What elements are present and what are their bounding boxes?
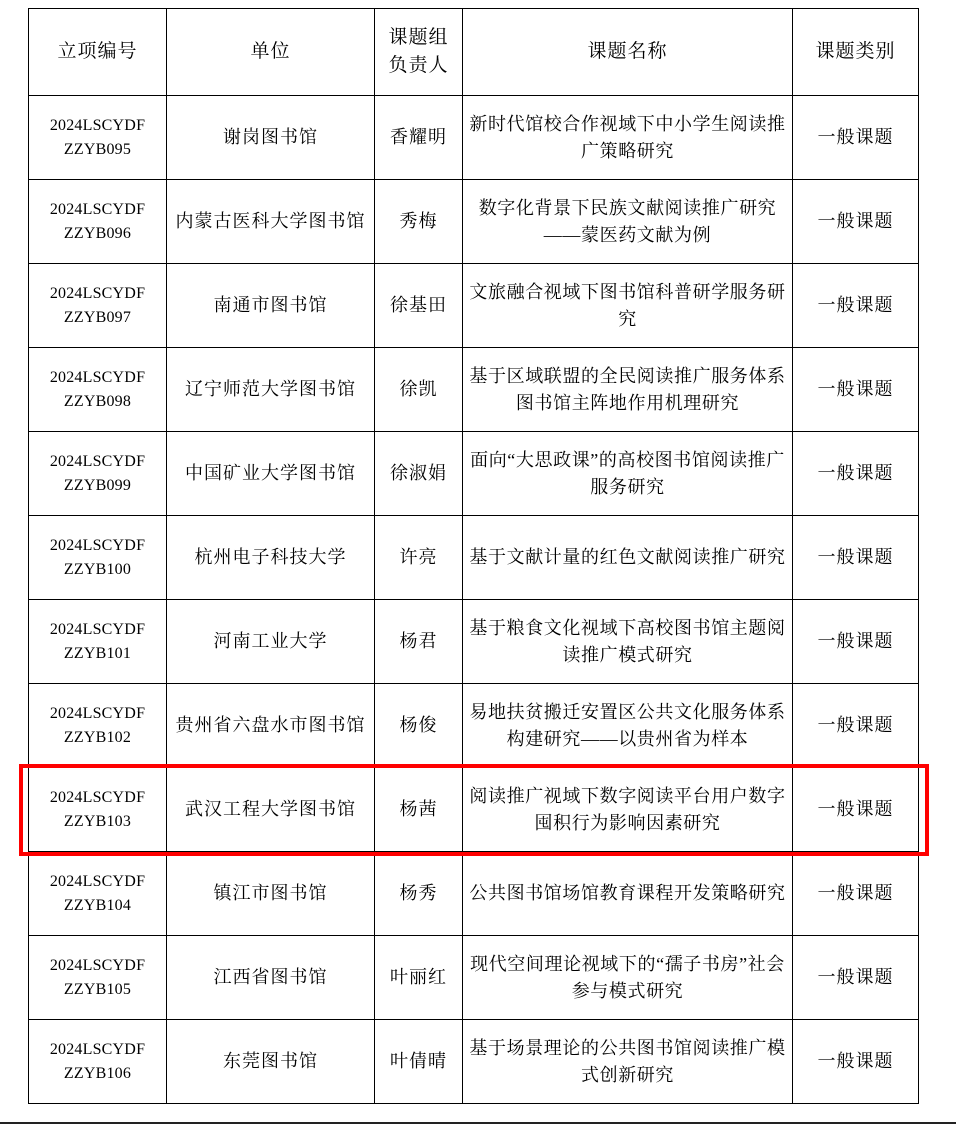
cell-category: 一般课题 [793, 600, 919, 684]
cell-code [29, 852, 167, 936]
cell-title: 公共图书馆场馆教育课程开发策略研究 [463, 852, 793, 936]
cell-title: 数字化背景下民族文献阅读推广研究——蒙医药文献为例 [463, 180, 793, 264]
cell-category: 一般课题 [793, 1020, 919, 1104]
code-line-2: ZZYB102 [63, 728, 132, 746]
project-list-table [28, 8, 919, 1104]
cell-leader: 杨俊 [375, 684, 463, 768]
cell-code [29, 768, 167, 852]
code-line-1: 2024LSCYDF [49, 957, 146, 975]
cell-leader: 秀梅 [375, 180, 463, 264]
code-line-1: 2024LSCYDF [49, 705, 146, 723]
cell-unit: 内蒙古医科大学图书馆 [167, 180, 375, 264]
code-line-2: ZZYB103 [63, 812, 132, 830]
cell-leader: 许亮 [375, 516, 463, 600]
code-line-1: 2024LSCYDF [49, 621, 146, 639]
cell-category: 一般课题 [793, 684, 919, 768]
cell-title: 新时代馆校合作视域下中小学生阅读推广策略研究 [463, 96, 793, 180]
cell-category: 一般课题 [793, 180, 919, 264]
column-header-code: 立项编号 [29, 9, 167, 96]
table-header [29, 9, 919, 96]
code-line-1: 2024LSCYDF [49, 453, 146, 471]
code-line-2: ZZYB104 [63, 896, 132, 914]
code-line-2: ZZYB106 [63, 1064, 132, 1082]
cell-code [29, 600, 167, 684]
cell-unit: 南通市图书馆 [167, 264, 375, 348]
cell-category: 一般课题 [793, 96, 919, 180]
code-line-1: 2024LSCYDF [49, 789, 146, 807]
code-line-1: 2024LSCYDF [49, 873, 146, 891]
cell-leader: 徐基田 [375, 264, 463, 348]
column-header-category: 课题类别 [793, 9, 919, 96]
cell-title: 面向“大思政课”的高校图书馆阅读推广服务研究 [463, 432, 793, 516]
cell-code [29, 348, 167, 432]
cell-code [29, 1020, 167, 1104]
cell-unit: 东莞图书馆 [167, 1020, 375, 1104]
cell-code [29, 264, 167, 348]
table-row [29, 516, 919, 600]
table-header-row [29, 9, 919, 96]
table-row [29, 432, 919, 516]
cell-unit: 辽宁师范大学图书馆 [167, 348, 375, 432]
cell-unit: 中国矿业大学图书馆 [167, 432, 375, 516]
table-body [29, 96, 919, 1104]
cell-unit: 杭州电子科技大学 [167, 516, 375, 600]
code-line-2: ZZYB098 [63, 392, 132, 410]
cell-leader: 叶倩晴 [375, 1020, 463, 1104]
cell-category: 一般课题 [793, 768, 919, 852]
table-row-highlighted [29, 768, 919, 852]
cell-code [29, 96, 167, 180]
code-line-2: ZZYB099 [63, 476, 132, 494]
cell-title: 基于粮食文化视域下高校图书馆主题阅读推广模式研究 [463, 600, 793, 684]
cell-title: 易地扶贫搬迁安置区公共文化服务体系构建研究——以贵州省为样本 [463, 684, 793, 768]
table-row [29, 1020, 919, 1104]
cell-leader: 徐淑娟 [375, 432, 463, 516]
table-row [29, 936, 919, 1020]
cell-title: 阅读推广视域下数字阅读平台用户数字囤积行为影响因素研究 [463, 768, 793, 852]
cell-leader: 徐凯 [375, 348, 463, 432]
table-row [29, 180, 919, 264]
cell-title: 基于场景理论的公共图书馆阅读推广模式创新研究 [463, 1020, 793, 1104]
cell-leader: 杨君 [375, 600, 463, 684]
cell-code [29, 936, 167, 1020]
code-line-1: 2024LSCYDF [49, 285, 146, 303]
cell-category: 一般课题 [793, 516, 919, 600]
cell-code [29, 516, 167, 600]
column-header-leader-line2: 负责人 [388, 55, 449, 76]
code-line-1: 2024LSCYDF [49, 201, 146, 219]
table-row [29, 684, 919, 768]
code-line-2: ZZYB101 [63, 644, 132, 662]
table-row [29, 852, 919, 936]
code-line-1: 2024LSCYDF [49, 1041, 146, 1059]
code-line-2: ZZYB095 [63, 140, 132, 158]
cell-leader: 叶丽红 [375, 936, 463, 1020]
cell-category: 一般课题 [793, 432, 919, 516]
cell-title: 文旅融合视域下图书馆科普研学服务研究 [463, 264, 793, 348]
code-line-2: ZZYB105 [63, 980, 132, 998]
cell-unit: 镇江市图书馆 [167, 852, 375, 936]
table-row [29, 96, 919, 180]
cell-leader: 香耀明 [375, 96, 463, 180]
code-line-2: ZZYB097 [63, 308, 132, 326]
column-header-leader-line1: 课题组 [388, 27, 449, 49]
cell-title: 基于文献计量的红色文献阅读推广研究 [463, 516, 793, 600]
column-header-title: 课题名称 [463, 9, 793, 96]
cell-category: 一般课题 [793, 852, 919, 936]
cell-category: 一般课题 [793, 264, 919, 348]
cell-code [29, 684, 167, 768]
code-line-1: 2024LSCYDF [49, 117, 146, 135]
cell-unit: 河南工业大学 [167, 600, 375, 684]
cell-unit: 武汉工程大学图书馆 [167, 768, 375, 852]
cell-code [29, 180, 167, 264]
column-header-unit: 单位 [167, 9, 375, 96]
cell-category: 一般课题 [793, 348, 919, 432]
cell-category: 一般课题 [793, 936, 919, 1020]
cell-leader: 杨茜 [375, 768, 463, 852]
cell-unit: 谢岗图书馆 [167, 96, 375, 180]
cell-code [29, 432, 167, 516]
code-line-1: 2024LSCYDF [49, 369, 146, 387]
document-page [0, 8, 956, 1132]
cell-leader: 杨秀 [375, 852, 463, 936]
cell-unit: 贵州省六盘水市图书馆 [167, 684, 375, 768]
cell-title: 现代空间理论视域下的“孺子书房”社会参与模式研究 [463, 936, 793, 1020]
code-line-2: ZZYB100 [63, 560, 132, 578]
column-header-leader [375, 9, 463, 96]
table-row [29, 348, 919, 432]
code-line-1: 2024LSCYDF [49, 537, 146, 555]
code-line-2: ZZYB096 [63, 224, 132, 242]
table-row [29, 600, 919, 684]
cell-title: 基于区域联盟的全民阅读推广服务体系图书馆主阵地作用机理研究 [463, 348, 793, 432]
table-row [29, 264, 919, 348]
cell-unit: 江西省图书馆 [167, 936, 375, 1020]
